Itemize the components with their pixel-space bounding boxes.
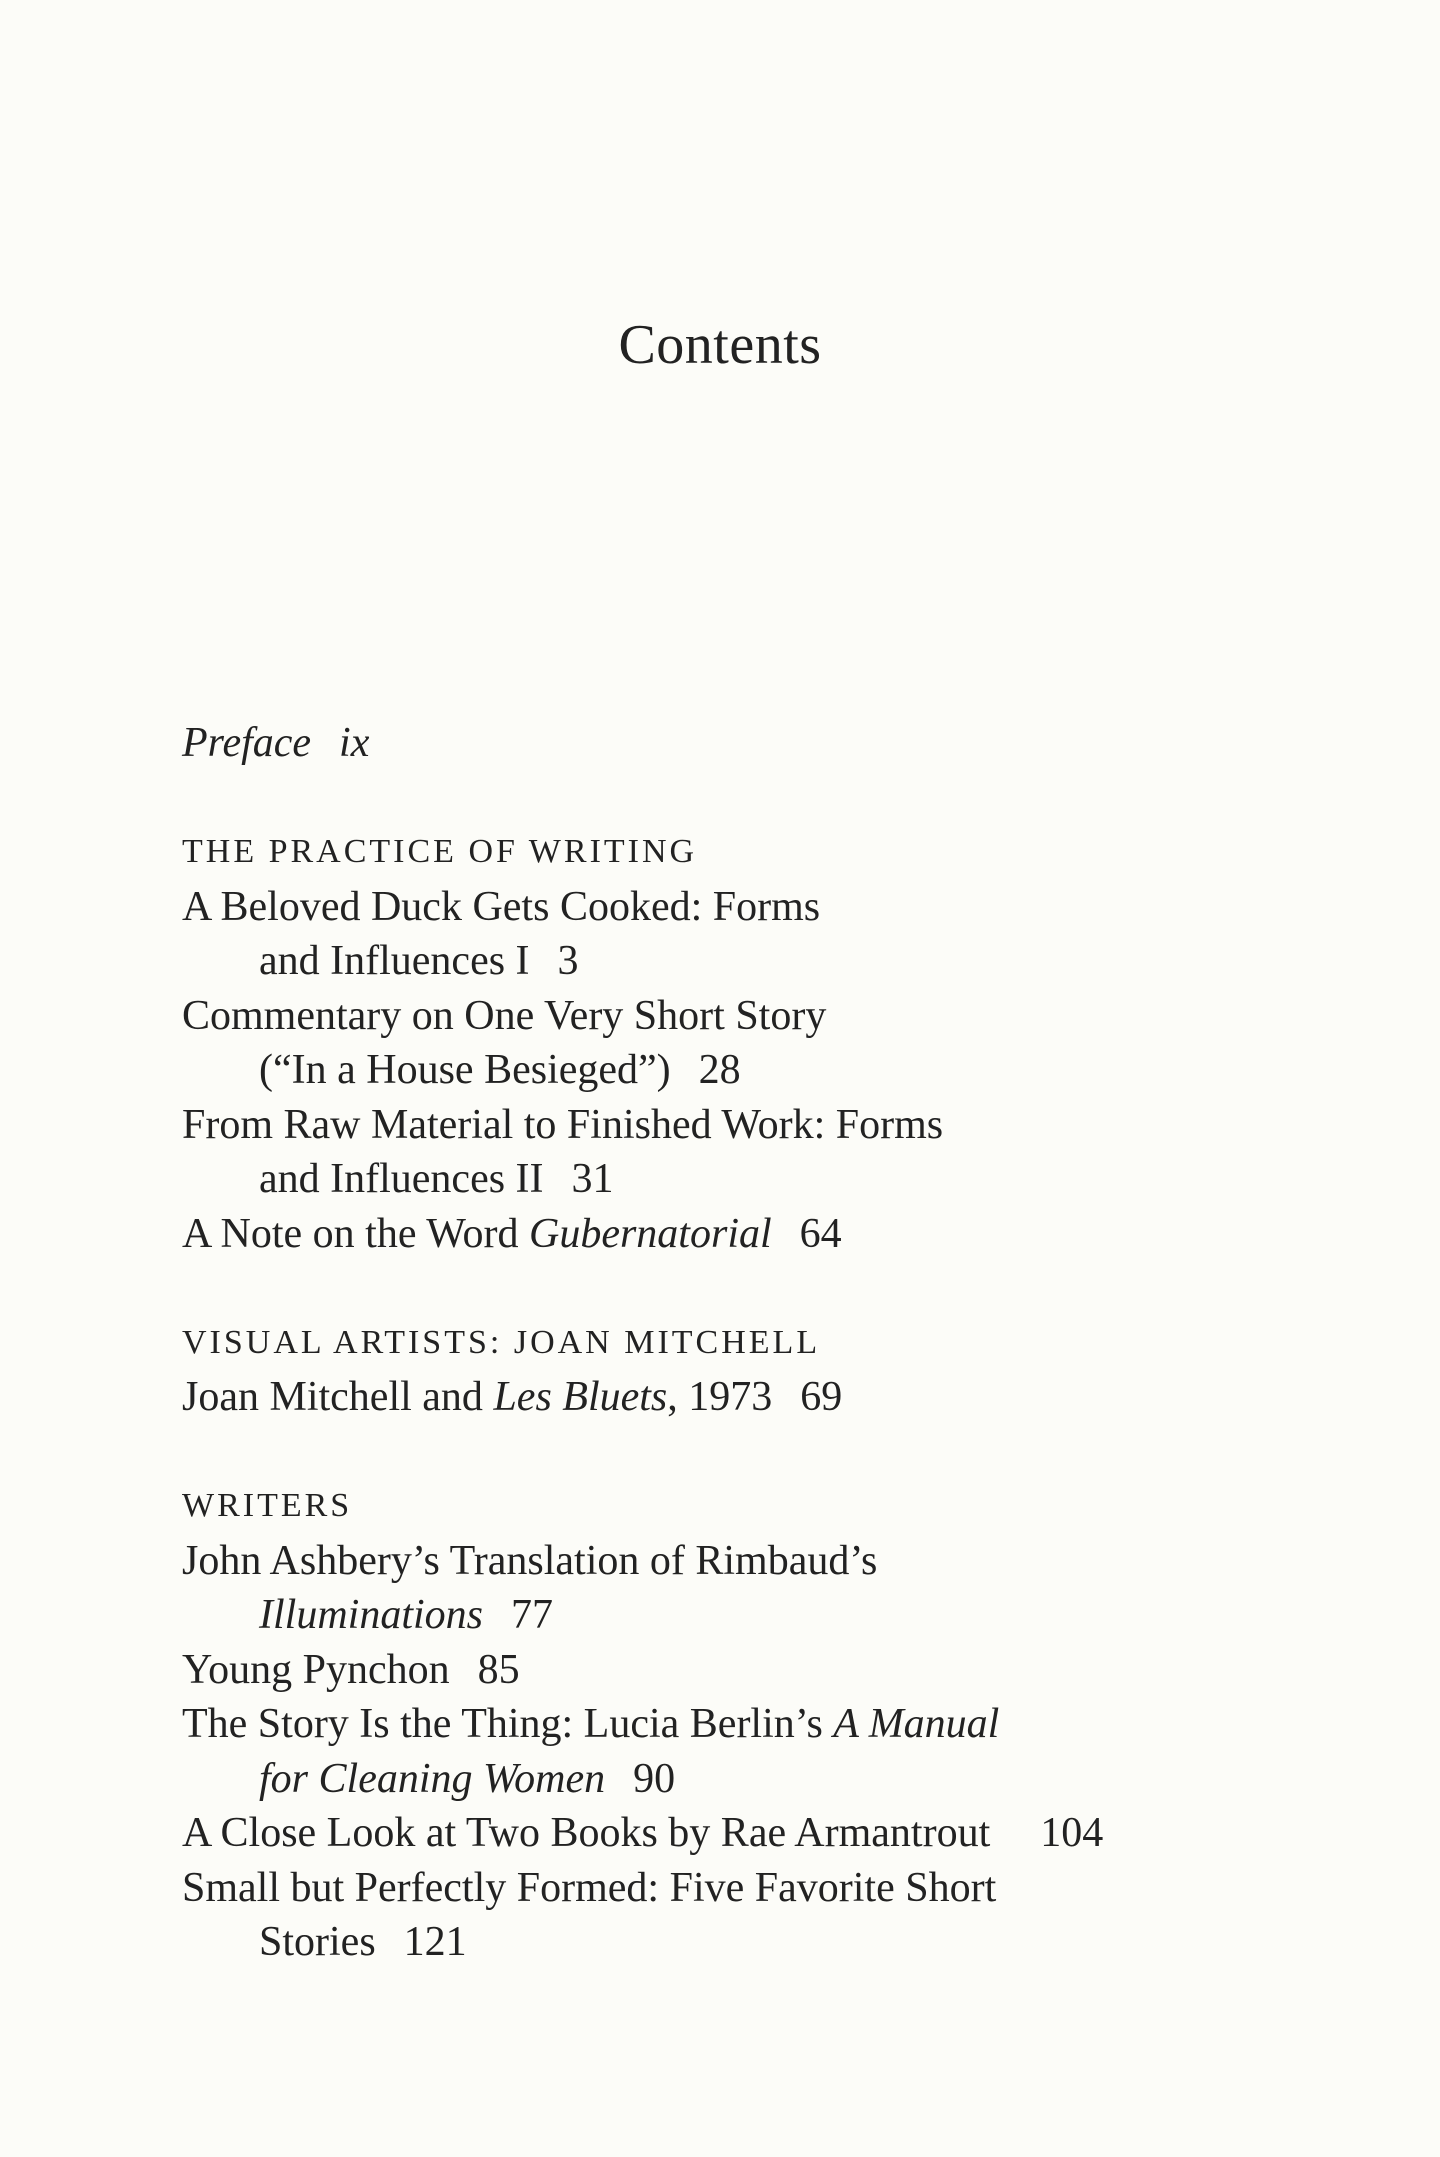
toc-page-number: 85 (477, 1646, 520, 1693)
toc-page-number: 28 (698, 1047, 741, 1093)
toc-entry-title-continued: and Influences I (259, 938, 530, 984)
toc-page-number: 121 (403, 1919, 467, 1965)
toc-entry-title-italic: Illuminations (259, 1592, 484, 1638)
toc-entry-title-continued: and Influences II (259, 1156, 544, 1202)
toc-entry (182, 1643, 1332, 1698)
toc-entry-title-italic-continued: for Cleaning Women (259, 1755, 606, 1802)
toc-entry (182, 1806, 1332, 1861)
toc-entry-title-italic: A Manual (833, 1701, 1000, 1747)
toc-entry-title: Small but Perfectly Formed: Five Favorite Short (182, 1864, 997, 1911)
toc-entry-title: John Ashbery’s Translation of Rimbaud’s (182, 1537, 878, 1584)
toc-entry-title-italic: Gubernatorial (528, 1210, 772, 1257)
toc-entry-title-italic: Les Bluets (493, 1374, 668, 1420)
toc-entry-title-continued: (“In a House Besieged”) (259, 1047, 671, 1093)
toc-entry (182, 1861, 1332, 1970)
toc-entry (182, 1207, 1332, 1262)
toc-page-number: 104 (1040, 1810, 1104, 1856)
toc-entry-title-continued: Stories (259, 1919, 376, 1965)
toc-entry-title: A Beloved Duck Gets Cooked: Forms (182, 883, 821, 930)
toc-entry-title-after: , 1973 (667, 1374, 773, 1420)
toc-entry (182, 880, 1332, 989)
toc-entry-title: Commentary on One Very Short Story (182, 992, 827, 1039)
toc-entry-title: The Story Is the Thing: Lucia Berlin’s (182, 1701, 834, 1747)
toc-page-number: 64 (799, 1210, 842, 1257)
toc-entry (182, 1098, 1332, 1207)
toc-entry (182, 989, 1332, 1098)
toc-page-number: 3 (557, 938, 579, 984)
toc-page-number: 69 (800, 1374, 843, 1420)
toc-entry (182, 1697, 1332, 1806)
table-of-contents (182, 716, 1332, 1970)
toc-page-number: ix (339, 720, 370, 766)
toc-entry-title: A Close Look at Two Books by Rae Armantrout (182, 1810, 991, 1856)
toc-entry (182, 1534, 1332, 1643)
toc-entry-title: A Note on the Word (182, 1210, 529, 1257)
toc-page-number: 31 (571, 1156, 614, 1202)
toc-entry-preface (182, 716, 1332, 771)
section-heading: THE PRACTICE OF WRITING (182, 833, 698, 870)
toc-entry-title: Young Pynchon (182, 1646, 450, 1693)
page-title: Contents (618, 314, 822, 376)
toc-page-number: 77 (511, 1592, 554, 1638)
toc-entry-title: Joan Mitchell and (182, 1374, 494, 1420)
toc-entry (182, 1370, 1332, 1425)
toc-page-number: 90 (633, 1755, 676, 1802)
toc-entry-title: Preface (182, 720, 312, 766)
section-heading: VISUAL ARTISTS: JOAN MITCHELL (182, 1323, 821, 1361)
section-heading: WRITERS (182, 1487, 353, 1524)
toc-entry-title: From Raw Material to Finished Work: Forms (182, 1101, 944, 1148)
